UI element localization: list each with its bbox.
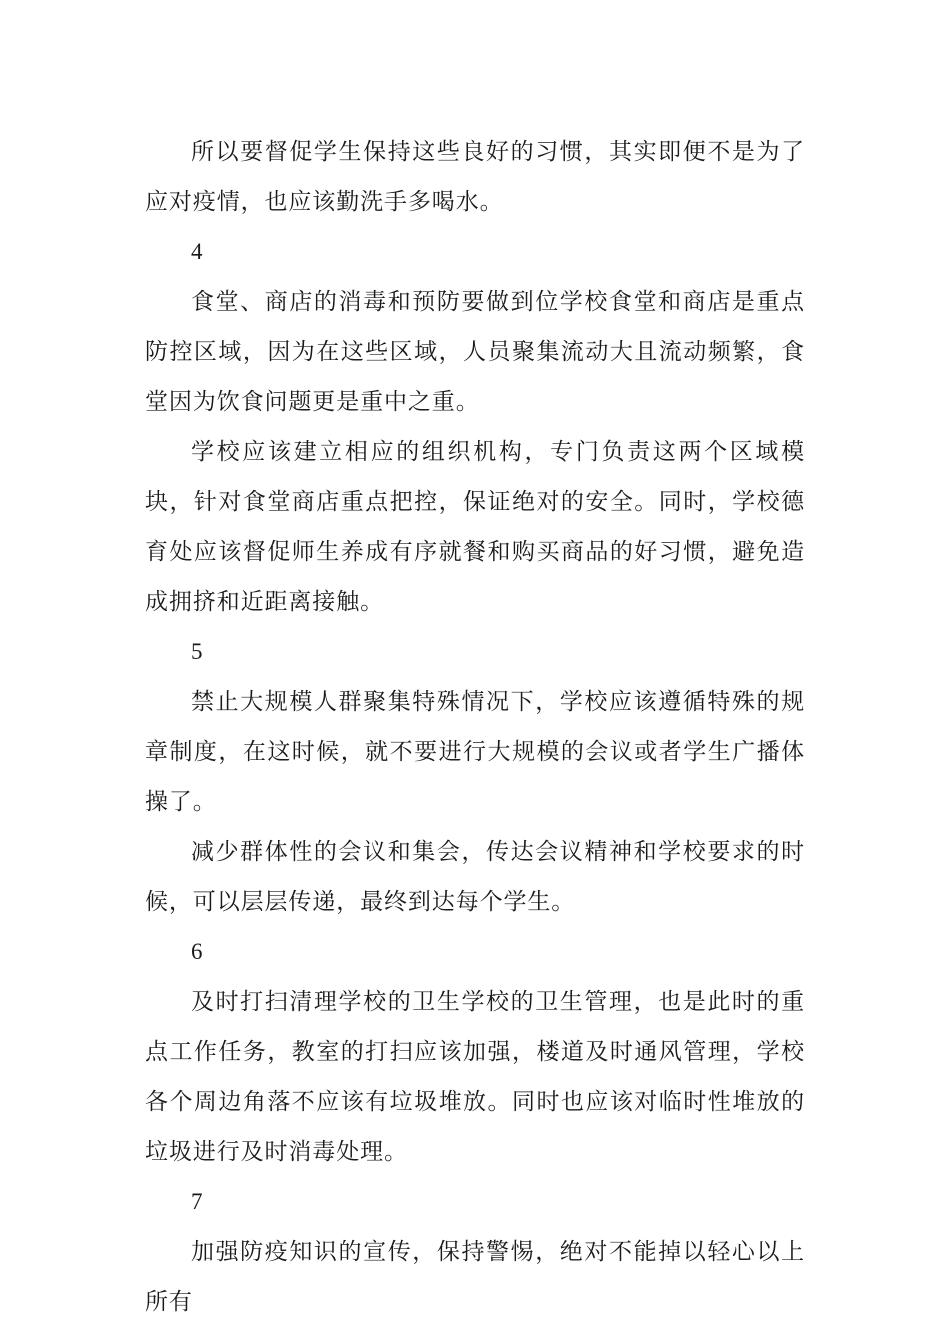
paragraph-organization: 学校应该建立相应的组织机构，专门负责这两个区域模块，针对食堂商店重点把控，保证绝对的安全。同时，学校德育处应该督促师生养成有序就餐和购买商品的好习惯，避免造成拥挤和近距离接触。 xyxy=(145,439,805,615)
paragraph-no-gathering: 禁止大规模人群聚集特殊情况下，学校应该遵循特殊的规章制度，在这时候，就不要进行大规模的会议或者学生广播体操了。 xyxy=(145,689,805,815)
paragraph-canteen-store: 食堂、商店的消毒和预防要做到位学校食堂和商店是重点防控区域，因为在这些区域，人员聚集流动大且流动频繁，食堂因为饮食问题更是重中之重。 xyxy=(145,289,805,415)
paragraph-cleaning: 及时打扫清理学校的卫生学校的卫生管理，也是此时的重点工作任务，教室的打扫应该加强，楼道及时通风管理，学校各个周边角落不应该有垃圾堆放。同时也应该对临时性堆放的垃圾进行及时消毒处理。 xyxy=(145,989,805,1165)
paragraph-reduce-meetings: 减少群体性的会议和集会，传达会议精神和学校要求的时候，可以层层传递，最终到达每个学生。 xyxy=(145,839,805,915)
section-number-5: 5 xyxy=(191,639,204,664)
section-number-4: 4 xyxy=(191,239,204,264)
section-number-6: 6 xyxy=(191,939,204,964)
document-body xyxy=(145,127,805,1327)
section-number-7: 7 xyxy=(191,1189,204,1214)
paragraph-hygiene-habits: 所以要督促学生保持这些良好的习惯，其实即便不是为了应对疫情，也应该勤洗手多喝水。 xyxy=(145,139,805,215)
paragraph-awareness: 加强防疫知识的宣传，保持警惕，绝对不能掉以轻心以上所有 xyxy=(145,1239,805,1315)
